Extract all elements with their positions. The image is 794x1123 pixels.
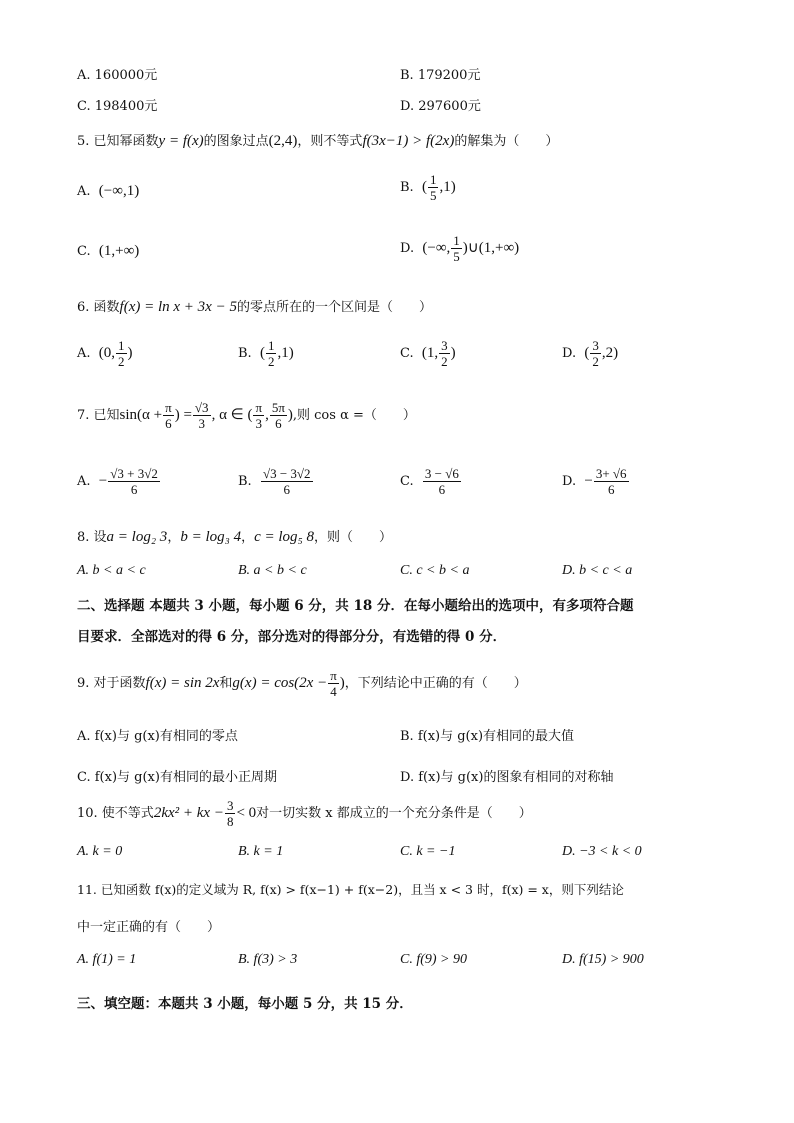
q4-option-c: C. 198400元 — [77, 99, 158, 114]
q11-stem-line1: 11. 已知函数 f(x)的定义域为 R, f(x) > f(x−1) + f(x−2)，且当 x < 3 时，f(x) = x，则下列结论 — [77, 882, 624, 897]
q6-stem: 6. 函数f(x) = ln x + 3x − 5的零点所在的一个区间是（ ） — [77, 299, 432, 315]
q9-option-d: D. f(x)与 g(x)的图象有相同的对称轴 — [400, 770, 614, 785]
q11-option-a: A. f(1) = 1 — [77, 952, 137, 967]
q9-option-c: C. f(x)与 g(x)有相同的最小正周期 — [77, 770, 277, 785]
section-2-heading-line1: 二、选择题 本题共 3 小题，每小题 6 分，共 18 分．在每小题给出的选项中，有多项符合题 — [77, 598, 634, 614]
q11-option-c: C. f(9) > 90 — [400, 952, 467, 967]
q9-stem: 9. 对于函数f(x) = sin 2x和g(x) = cos(2x − $\frac{\pi}{4}$ )，下列结论中正确的有（ ） — [77, 668, 527, 699]
section-3-heading: 三、填空题：本题共 3 小题，每小题 5 分，共 15 分． — [77, 996, 413, 1012]
q5-stem: 5. 已知幂函数y = f(x)的图象过点(2,4)，则不等式f(3x−1) > f(2x)的解集为（ ） — [77, 133, 559, 149]
section-2-heading-line2: 目要求．全部选对的得 6 分，部分选对的得部分分，有选错的得 0 分． — [77, 629, 507, 645]
q5-option-c: C. (1,+∞) — [77, 243, 140, 259]
q7-option-c: C. $\frac{3 - √6}{6}$ — [400, 466, 459, 497]
q8-option-c: C. c < b < a — [400, 563, 470, 578]
q11-stem-line2: 中一定正确的有（ ） — [77, 920, 221, 935]
q7-option-b: B. $\frac{√3 - 3√2}{6}$ — [238, 466, 311, 497]
q7-option-d: D. − $\frac{3+ √6}{6}$ — [562, 466, 627, 497]
q7-stem: 7. 已知sin(α + $\frac{\pi}{6}$ ) = $\frac{√3}{3}$ , α ∈ ( $\frac{\pi}{3}$ , $\frac{5\pi}{6}$ ),则 cos α =（ ） — [77, 400, 416, 431]
q8-stem: 8. 设a = log₂ 3，b = log₃ 4，c = log₅ 8，则（ ） — [77, 529, 393, 545]
q4-option-d: D. 297600元 — [400, 99, 481, 114]
q5-option-d: D. (−∞, $\frac{1}{5}$ )∪(1,+∞) — [400, 233, 520, 264]
q6-option-a: A. (0, $\frac{1}{2}$ ) — [77, 338, 133, 369]
q8-option-d: D. b < c < a — [562, 563, 633, 578]
q10-option-c: C. k = −1 — [400, 844, 456, 859]
q8-option-b: B. a < b < c — [238, 563, 307, 578]
q9-option-a: A. f(x)与 g(x)有相同的零点 — [77, 729, 238, 744]
q7-option-a: A. − $\frac{√3 + 3√2}{6}$ — [77, 466, 158, 497]
q5-option-a: A. (−∞,1) — [77, 183, 140, 199]
q11-option-d: D. f(15) > 900 — [562, 952, 644, 967]
q6-option-c: C. (1, $\frac{3}{2}$ ) — [400, 338, 456, 369]
q10-option-b: B. k = 1 — [238, 844, 284, 859]
q10-stem: 10. 使不等式2kx² + kx − $\frac{3}{8}$ < 0对一切实数 x 都成立的一个充分条件是（ ） — [77, 798, 532, 829]
q4-option-b: B. 179200元 — [400, 68, 481, 83]
q9-option-b: B. f(x)与 g(x)有相同的最大值 — [400, 729, 575, 744]
q8-option-a: A. b < a < c — [77, 563, 146, 578]
q4-option-a: A. 160000元 — [77, 68, 158, 83]
q5-option-b: B. ( $\frac{1}{5}$ ,1) — [400, 172, 456, 203]
q6-option-d: D. ( $\frac{3}{2}$ ,2) — [562, 338, 619, 369]
q6-option-b: B. ( $\frac{1}{2}$ ,1) — [238, 338, 294, 369]
q10-option-a: A. k = 0 — [77, 844, 123, 859]
q10-option-d: D. −3 < k < 0 — [562, 844, 642, 859]
q11-option-b: B. f(3) > 3 — [238, 952, 298, 967]
